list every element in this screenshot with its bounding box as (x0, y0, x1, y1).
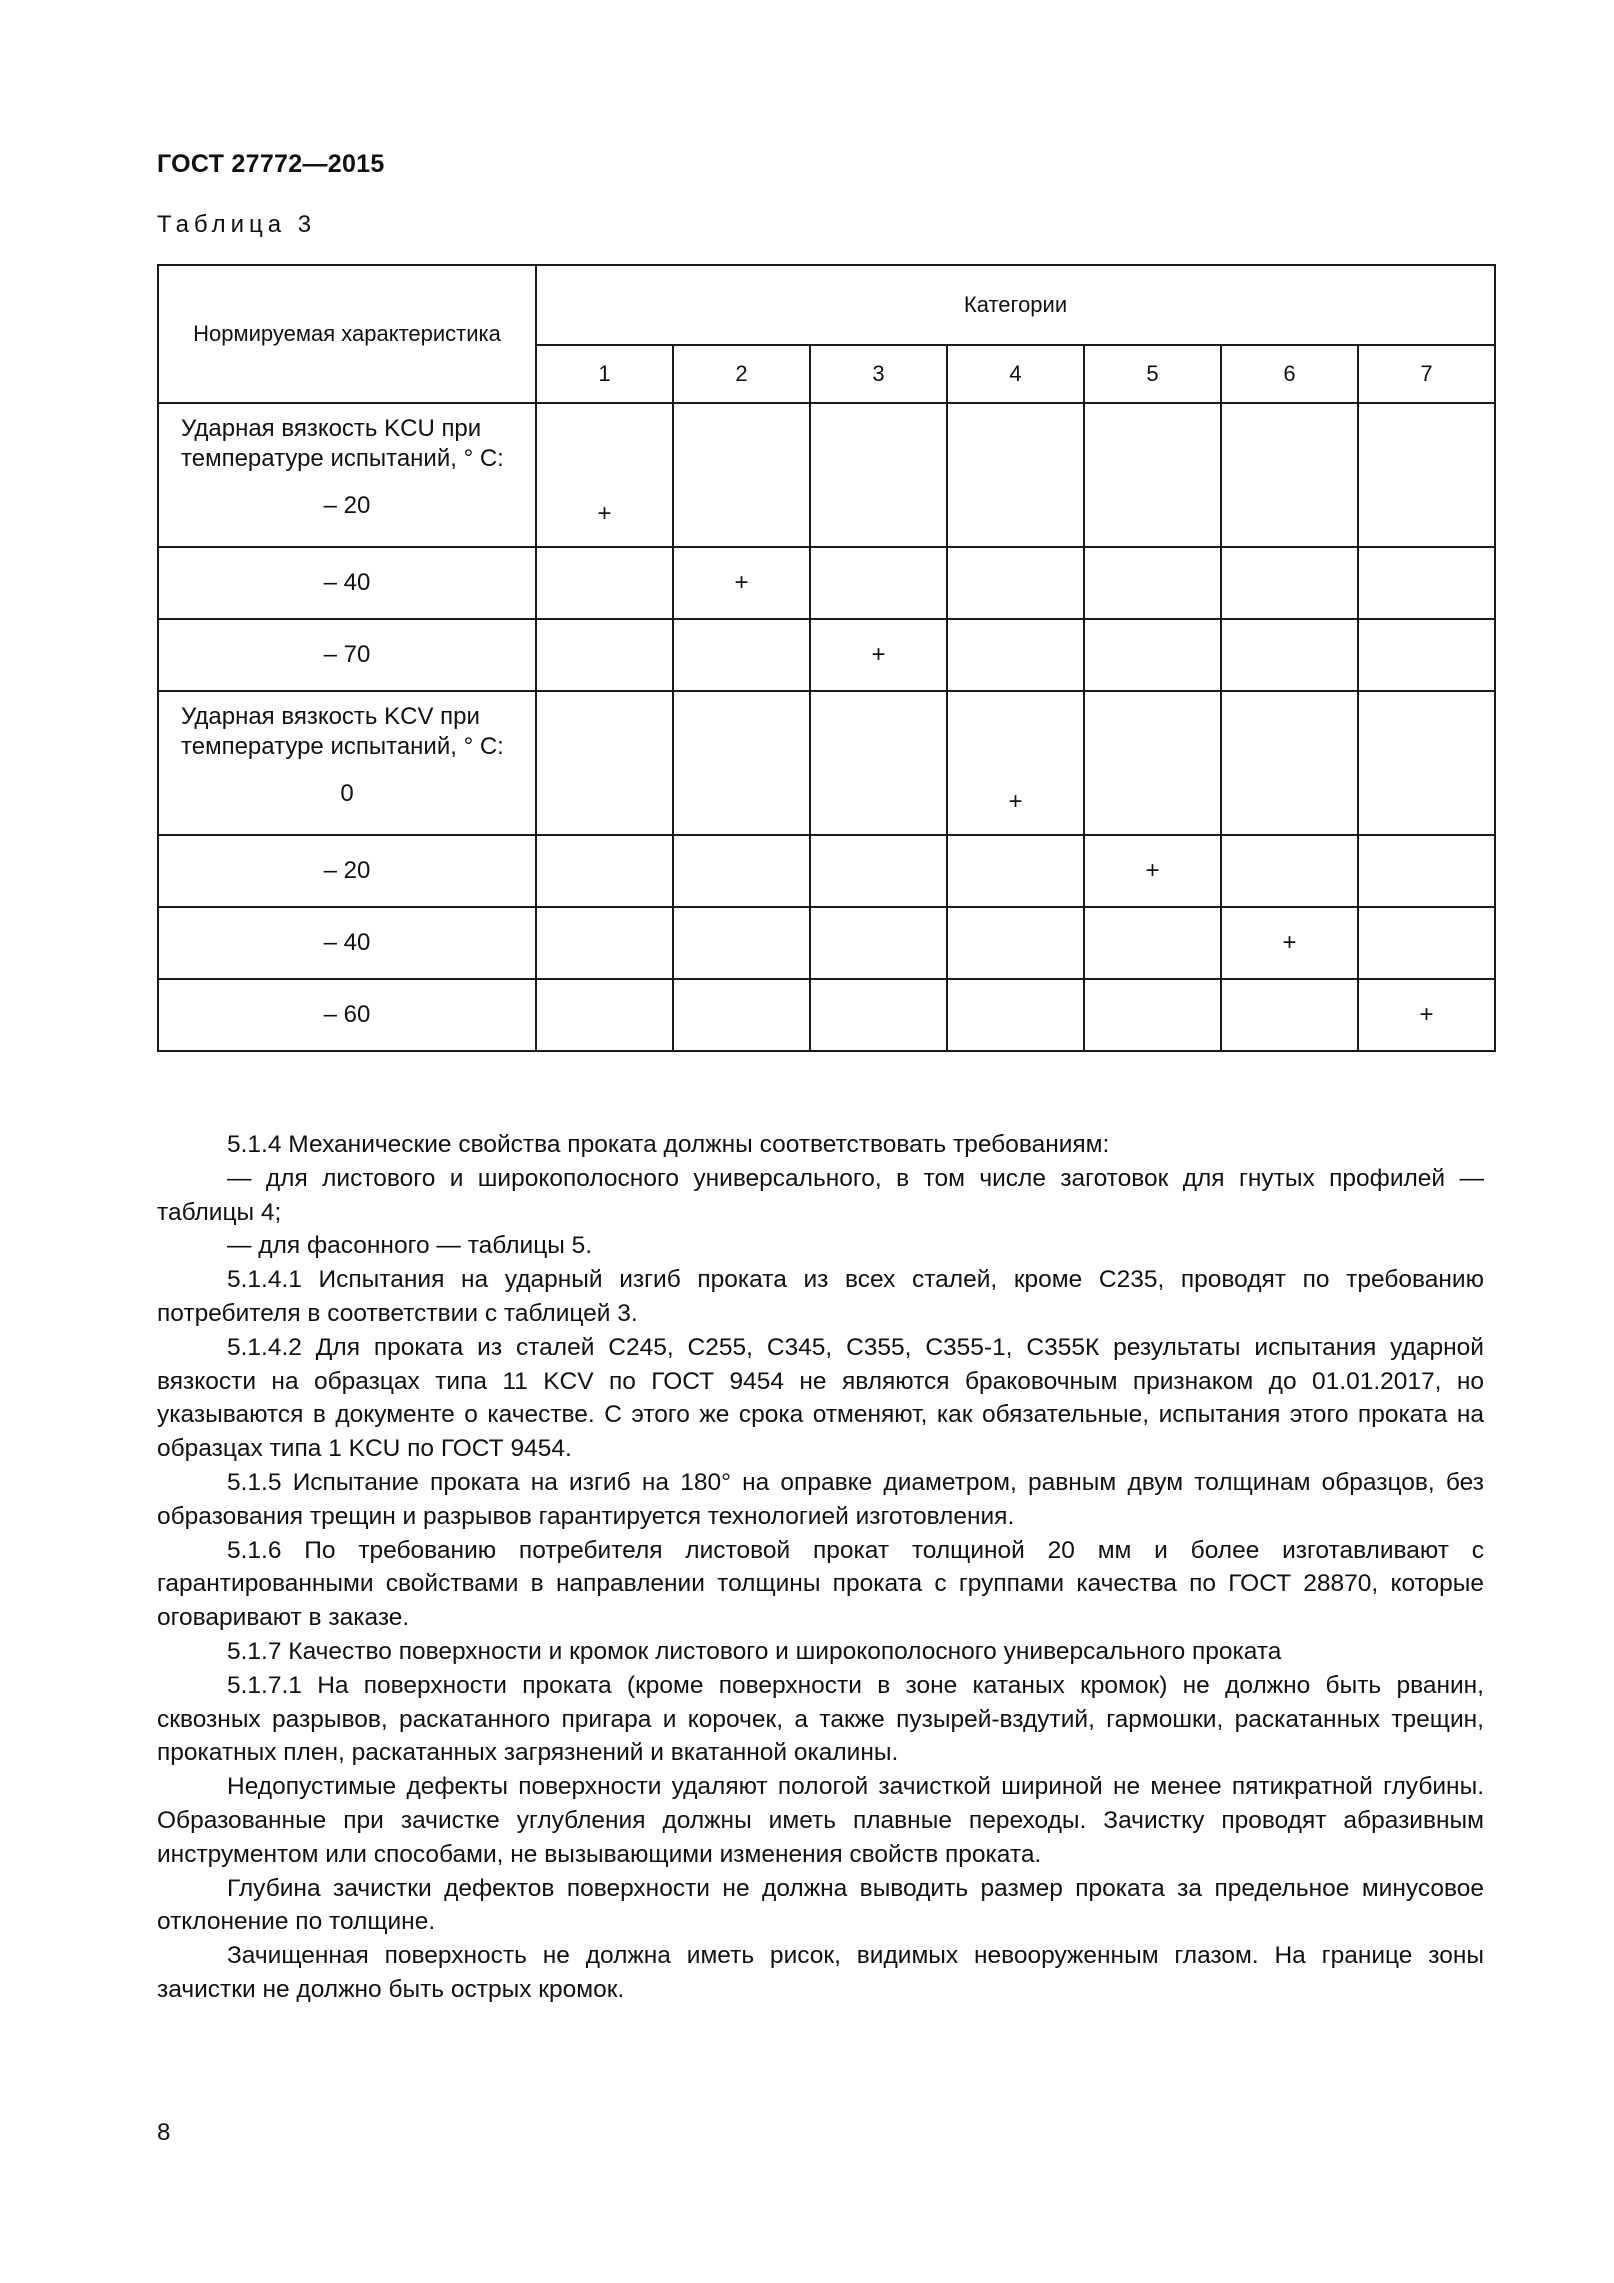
mark-cell (536, 691, 673, 835)
characteristic-description: Ударная вязкость KCU при температуре испытаний, ° С: (181, 415, 504, 472)
characteristic-cell (158, 547, 536, 619)
mark-cell (673, 907, 810, 979)
document-code: ГОСТ 27772—2015 (157, 150, 385, 178)
mark-cell (1084, 907, 1221, 979)
mark-cell (947, 979, 1084, 1051)
category-number: 3 (810, 345, 947, 403)
paragraph: 5.1.4.1 Испытания на ударный изгиб проката из всех сталей, кроме С235, проводят по требованию потребителя в соответствии с таблицей 3. (157, 1266, 1484, 1327)
mark-cell: + (810, 619, 947, 691)
mark-cell (947, 619, 1084, 691)
temperature-value: – 70 (323, 641, 371, 668)
temperature-value: – 60 (323, 1001, 371, 1028)
mark-cell (810, 907, 947, 979)
mark-cell (1221, 403, 1358, 547)
temperature-value: – 40 (323, 929, 371, 956)
mark-cell (536, 619, 673, 691)
mark-cell: + (947, 691, 1084, 835)
table-row (158, 691, 1495, 835)
mark-cell (536, 907, 673, 979)
characteristic-cell (158, 619, 536, 691)
mark-cell (1358, 619, 1495, 691)
mark-cell: + (536, 403, 673, 547)
paragraph: 5.1.4 Механические свойства проката должны соответствовать требованиям: (227, 1131, 1110, 1158)
mark-cell (810, 979, 947, 1051)
mark-cell (947, 835, 1084, 907)
mark-cell (536, 835, 673, 907)
mark-cell (1358, 835, 1495, 907)
mark-cell (947, 547, 1084, 619)
body-text (157, 1128, 1484, 2007)
table-row (158, 979, 1495, 1051)
mark-cell (810, 835, 947, 907)
mark-cell (1084, 619, 1221, 691)
mark-cell (810, 403, 947, 547)
characteristic-cell (158, 835, 536, 907)
characteristic-cell (158, 691, 536, 835)
table-row (158, 619, 1495, 691)
paragraph: — для фасонного — таблицы 5. (227, 1232, 593, 1260)
temperature-value: – 20 (323, 857, 371, 884)
paragraph: Глубина зачистки дефектов поверхности не должна выводить размер проката за предельное минусовое отклонение по толщине. (157, 1874, 1484, 1936)
paragraph: 5.1.4.2 Для проката из сталей С245, С255, С345, С355, С355-1, С355К результаты испытания ударной вязкости на образцах типа 11 KCV по ГОСТ 9454 не являются браковочным признаком до 01.01.2017, но указываются в документе о качестве. С этого же срока отменяют, как обязательные, испытания этого проката на образцах типа 1 KCU по ГОСТ 9454. (157, 1333, 1484, 1463)
mark-cell (1221, 547, 1358, 619)
requirements-table (157, 264, 1496, 1052)
table-row (158, 547, 1495, 619)
temperature-value: – 20 (323, 492, 371, 519)
category-number: 6 (1221, 345, 1358, 403)
mark-cell (1358, 547, 1495, 619)
mark-cell (536, 547, 673, 619)
mark-cell (673, 835, 810, 907)
mark-cell (1358, 403, 1495, 547)
mark-cell (1358, 907, 1495, 979)
characteristic-cell (158, 907, 536, 979)
mark-cell (1084, 979, 1221, 1051)
table-row (158, 403, 1495, 547)
temperature-value: 0 (340, 780, 354, 807)
category-number: 5 (1084, 345, 1221, 403)
temperature-value: – 40 (323, 569, 371, 596)
mark-cell (1084, 547, 1221, 619)
mark-cell: + (1358, 979, 1495, 1051)
mark-cell (1221, 835, 1358, 907)
paragraph: 5.1.7.1 На поверхности проката (кроме поверхности в зоне катаных кромок) не должно быть рванин, сквозных разрывов, раскатанного пригара и корочек, а также пузырей-вздутий, гармошки, раскатанных трещин, прокатных плен, раскатанных загрязнений и вкатанной окалины. (157, 1671, 1484, 1767)
mark-cell (673, 691, 810, 835)
table-caption: Таблица 3 (157, 211, 317, 238)
mark-cell (673, 403, 810, 547)
mark-cell (536, 979, 673, 1051)
category-number: 2 (673, 345, 810, 403)
paragraph: 5.1.6 По требованию потребителя листовой прокат толщиной 20 мм и более изготавливают с гарантированными свойствами в направлении толщины проката с группами качества по ГОСТ 28870, которые оговаривают в заказе. (157, 1536, 1484, 1632)
mark-cell (1358, 691, 1495, 835)
paragraph: 5.1.7 Качество поверхности и кромок листового и широкополосного универсального проката (227, 1637, 1282, 1665)
paragraph: Зачищенная поверхность не должна иметь рисок, видимых невооруженным глазом. На границе зоны зачистки не должно быть острых кромок. (157, 1942, 1484, 2003)
mark-cell: + (673, 547, 810, 619)
mark-cell (673, 619, 810, 691)
categories-header: Категории (536, 265, 1495, 345)
paragraph: 5.1.5 Испытание проката на изгиб на 180° на оправке диаметром, равным двум толщинам образцов, без образования трещин и разрывов гарантируется технологией изготовления. (157, 1468, 1484, 1530)
paragraph: Недопустимые дефекты поверхности удаляют пологой зачисткой шириной не менее пятикратной глубины. Образованные при зачистке углубления должны иметь плавные переходы. Зачистку проводят абразивным инструментом или способами, не вызывающими изменения свойств проката. (157, 1773, 1484, 1868)
mark-cell (947, 403, 1084, 547)
mark-cell (1084, 691, 1221, 835)
mark-cell (673, 979, 810, 1051)
mark-cell (810, 691, 947, 835)
table-row (158, 835, 1495, 907)
mark-cell: + (1221, 907, 1358, 979)
category-number: 4 (947, 345, 1084, 403)
page-number: 8 (157, 2119, 171, 2146)
characteristic-cell (158, 403, 536, 547)
mark-cell (810, 547, 947, 619)
mark-cell (1221, 979, 1358, 1051)
paragraph: — для листового и широкополосного универсального, в том числе заготовок для гнутых профилей — таблицы 4; (157, 1164, 1484, 1226)
category-number: 7 (1358, 345, 1495, 403)
characteristic-description: Ударная вязкость KCV при температуре испытаний, ° С: (181, 703, 504, 760)
mark-cell (1221, 691, 1358, 835)
table-row (158, 907, 1495, 979)
category-number: 1 (536, 345, 673, 403)
mark-cell (947, 907, 1084, 979)
characteristic-header: Нормируемая характеристика (158, 265, 536, 403)
mark-cell: + (1084, 835, 1221, 907)
mark-cell (1221, 619, 1358, 691)
characteristic-cell (158, 979, 536, 1051)
mark-cell (1084, 403, 1221, 547)
